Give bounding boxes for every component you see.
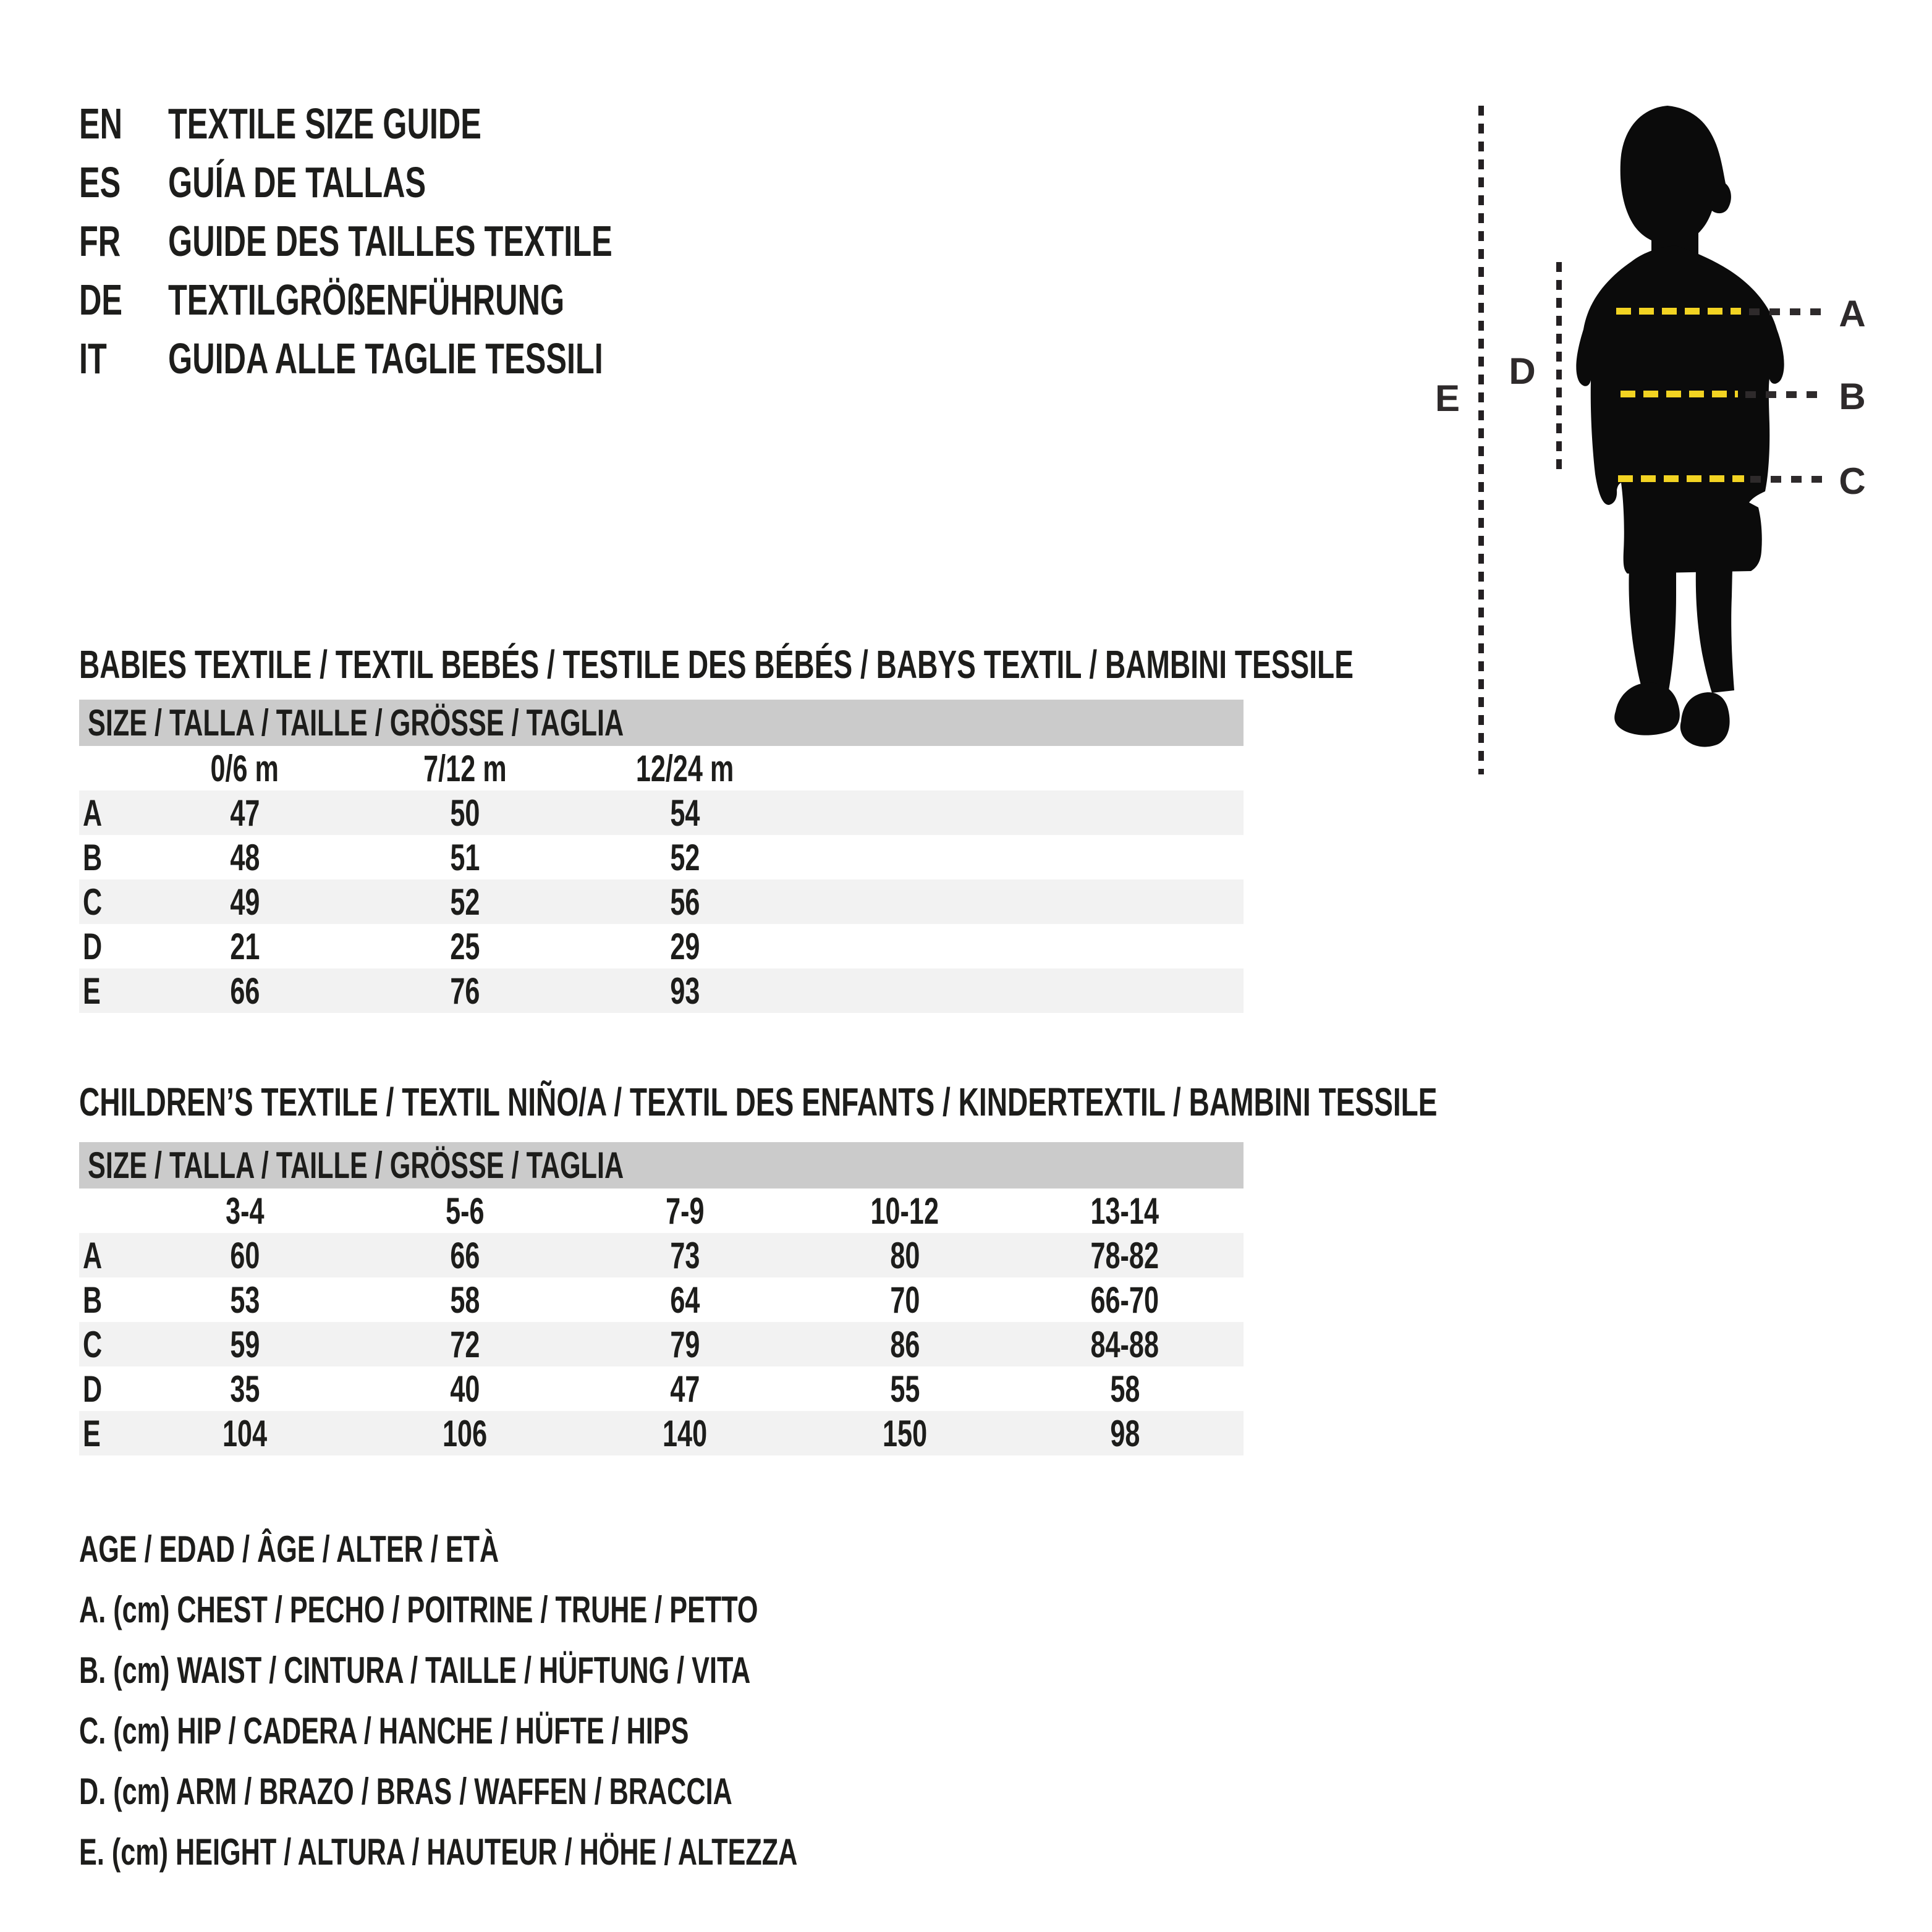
legend-text: D. (cm) ARM / BRAZO / BRAS / WAFFEN / BRACCIA <box>79 1770 732 1812</box>
measurement-legend <box>79 1519 1077 1882</box>
table-row <box>79 1233 1244 1277</box>
row-label: A <box>83 1234 103 1276</box>
cell-value: 150 <box>882 1412 928 1454</box>
column-header: 0/6 m <box>210 747 279 789</box>
language-title: TEXTILGRÖßENFÜHRUNG <box>168 275 565 324</box>
arm-measure-line-d <box>1556 262 1562 471</box>
legend-line-chest <box>79 1579 1077 1640</box>
hip-line-yellow <box>1618 475 1744 482</box>
row-label: B <box>83 1279 103 1321</box>
legend-text: A. (cm) CHEST / PECHO / POITRINE / TRUHE / PETTO <box>79 1588 758 1630</box>
cell-value: 98 <box>1109 1412 1140 1454</box>
children-column-header-row <box>79 1188 1244 1233</box>
cell-value: 72 <box>449 1323 480 1365</box>
cell-value: 40 <box>449 1368 480 1410</box>
language-code: EN <box>79 99 123 148</box>
children-size-table <box>79 1142 1244 1455</box>
measure-label-e: E <box>1434 377 1460 419</box>
measure-label-c: C <box>1839 460 1866 502</box>
row-label: D <box>83 1368 103 1410</box>
table-row <box>79 790 1244 835</box>
language-code: DE <box>79 275 123 324</box>
cell-value: 78-82 <box>1090 1234 1159 1276</box>
column-header: 10-12 <box>870 1190 939 1232</box>
table-row <box>79 835 1244 879</box>
waist-line-yellow <box>1621 391 1738 397</box>
cell-value: 25 <box>449 925 480 967</box>
waist-line-dark <box>1745 391 1827 398</box>
language-row-de <box>79 270 785 329</box>
legend-line-height <box>79 1821 1077 1882</box>
cell-value: 52 <box>449 881 480 923</box>
language-code: IT <box>79 334 107 383</box>
cell-value: 54 <box>669 792 700 834</box>
hip-line-dark <box>1750 476 1827 483</box>
measure-label-d: D <box>1509 350 1536 392</box>
table-row <box>79 924 1244 968</box>
cell-value: 66 <box>229 970 260 1012</box>
cell-value: 76 <box>449 970 480 1012</box>
cell-value: 106 <box>442 1412 488 1454</box>
column-header: 7/12 m <box>423 747 507 789</box>
row-label: C <box>83 881 103 923</box>
children-table-header-bar <box>79 1142 1244 1188</box>
language-title: TEXTILE SIZE GUIDE <box>168 99 481 148</box>
measure-label-b: B <box>1839 375 1866 417</box>
cell-value: 60 <box>229 1234 260 1276</box>
cell-value: 66-70 <box>1090 1279 1159 1321</box>
cell-value: 84-88 <box>1090 1323 1159 1365</box>
language-row-es <box>79 153 785 211</box>
cell-value: 52 <box>669 836 700 878</box>
legend-line-hip <box>79 1700 1077 1761</box>
row-label: E <box>83 1412 101 1454</box>
legend-text: B. (cm) WAIST / CINTURA / TAILLE / HÜFTUNG / VITA <box>79 1649 751 1691</box>
measure-label-a: A <box>1839 292 1866 334</box>
cell-value: 53 <box>229 1279 260 1321</box>
children-heading-text: CHILDREN’S TEXTILE / TEXTIL NIÑO/A / TEXTIL DES ENFANTS / KINDERTEXTIL / BAMBINI TESSILE <box>79 1080 1438 1124</box>
cell-value: 73 <box>669 1234 700 1276</box>
chest-line-yellow <box>1616 308 1741 315</box>
column-header: 5-6 <box>445 1190 485 1232</box>
children-section-heading <box>79 1080 1932 1124</box>
language-row-en <box>79 94 785 153</box>
cell-value: 58 <box>449 1279 480 1321</box>
silhouette-left-shoe <box>1614 682 1680 735</box>
legend-line-waist <box>79 1640 1077 1700</box>
legend-line-arm <box>79 1761 1077 1821</box>
legend-text: C. (cm) HIP / CADERA / HANCHE / HÜFTE / HIPS <box>79 1710 689 1752</box>
table-row <box>79 1411 1244 1455</box>
cell-value: 47 <box>229 792 260 834</box>
table-row <box>79 1366 1244 1411</box>
cell-value: 55 <box>889 1368 920 1410</box>
cell-value: 47 <box>669 1368 700 1410</box>
silhouette-torso <box>1576 245 1784 574</box>
cell-value: 86 <box>889 1323 920 1365</box>
column-header: 13-14 <box>1090 1190 1159 1232</box>
cell-value: 56 <box>669 881 700 923</box>
babies-column-header-row <box>79 746 1244 790</box>
babies-section-heading <box>79 643 1849 686</box>
size-header-text: SIZE / TALLA / TAILLE / GRÖSSE / TAGLIA <box>88 702 624 744</box>
legend-text: E. (cm) HEIGHT / ALTURA / HAUTEUR / HÖHE / ALTEZZA <box>79 1831 798 1873</box>
row-label: C <box>83 1323 103 1365</box>
legend-line-age <box>79 1519 1077 1579</box>
table-row <box>79 1277 1244 1322</box>
language-row-fr <box>79 211 785 270</box>
language-title: GUIDA ALLE TAGLIE TESSILI <box>168 334 603 383</box>
cell-value: 80 <box>889 1234 920 1276</box>
silhouette-head <box>1621 106 1731 244</box>
language-row-it <box>79 329 785 388</box>
cell-value: 140 <box>662 1412 708 1454</box>
silhouette-right-shoe <box>1680 692 1730 747</box>
babies-table-header-bar <box>79 700 1244 746</box>
row-label: B <box>83 836 103 878</box>
cell-value: 79 <box>669 1323 700 1365</box>
language-code: FR <box>79 216 121 265</box>
column-header: 7-9 <box>665 1190 705 1232</box>
language-title-list <box>79 94 785 388</box>
cell-value: 104 <box>222 1412 268 1454</box>
cell-value: 21 <box>229 925 260 967</box>
table-row <box>79 968 1244 1013</box>
row-label: A <box>83 792 103 834</box>
table-row <box>79 879 1244 924</box>
row-label: D <box>83 925 103 967</box>
column-header: 3-4 <box>225 1190 265 1232</box>
row-label: E <box>83 970 101 1012</box>
cell-value: 51 <box>449 836 480 878</box>
size-header-text: SIZE / TALLA / TAILLE / GRÖSSE / TAGLIA <box>88 1145 624 1186</box>
cell-value: 64 <box>669 1279 700 1321</box>
chest-line-dark <box>1749 308 1827 315</box>
language-code: ES <box>79 158 121 206</box>
cell-value: 93 <box>669 970 700 1012</box>
cell-value: 66 <box>449 1234 480 1276</box>
cell-value: 48 <box>229 836 260 878</box>
babies-size-table <box>79 700 1244 1013</box>
language-title: GUIDE DES TAILLES TEXTILE <box>168 216 612 265</box>
cell-value: 58 <box>1109 1368 1140 1410</box>
cell-value: 49 <box>229 881 260 923</box>
babies-heading-text: BABIES TEXTILE / TEXTIL BEBÉS / TESTILE DES BÉBÉS / BABYS TEXTIL / BAMBINI TESSILE <box>79 642 1354 687</box>
column-header: 12/24 m <box>635 747 734 789</box>
cell-value: 59 <box>229 1323 260 1365</box>
cell-value: 70 <box>889 1279 920 1321</box>
cell-value: 35 <box>229 1368 260 1410</box>
cell-value: 50 <box>449 792 480 834</box>
legend-text: AGE / EDAD / ÂGE / ALTER / ETÀ <box>79 1528 499 1570</box>
cell-value: 29 <box>669 925 700 967</box>
table-row <box>79 1322 1244 1366</box>
language-title: GUÍA DE TALLAS <box>168 158 426 206</box>
